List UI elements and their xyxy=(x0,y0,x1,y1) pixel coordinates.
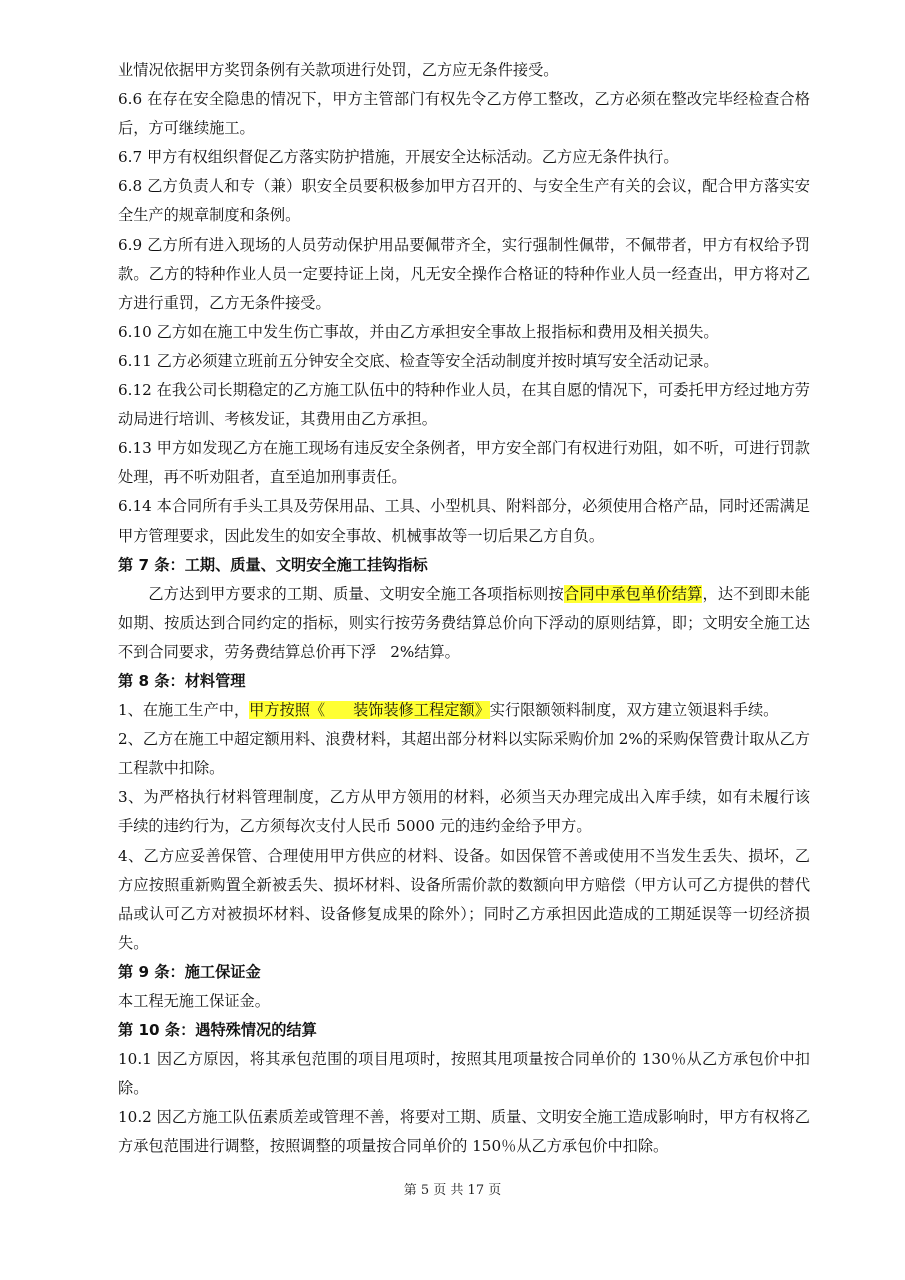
article-9-text: 本工程无施工保证金。 xyxy=(118,992,270,1010)
article-8-item-4: 4、乙方应妥善保管、合理使用甲方供应的材料、设备。如因保管不善或使用不当发生丢失、损坏，乙方应按照重新购置全新被丢失、损坏材料、设备所需价款的数额向甲方赔偿（甲方认可乙方提供的替代品或认可乙方对被损坏材料、设备修复成果的除外）；同时乙方承担因此造成的工期延误等一切经济损失。 xyxy=(118,846,810,952)
article-7-text-part-a: 乙方达到甲方要求的工期、质量、文明安全施工各项指标则按 xyxy=(148,584,564,603)
page-number-footer: 第 5 页 共 17 页 xyxy=(403,1183,502,1198)
clause-6-9: 6.9 乙方所有进入现场的人员劳动保护用品要佩带齐全，实行强制性佩带，不佩带者，甲方有权给予罚款。乙方的特种作业人员一定要持证上岗，凡无安全操作合格证的特种作业人员一经查出，甲方将对乙方进行重罚，乙方无条件接受。 xyxy=(118,235,810,312)
article-10-heading: 第 10 条：遇特殊情况的结算 xyxy=(118,1021,317,1040)
clause-6-12: 6.12 在我公司长期稳定的乙方施工队伍中的特种作业人员，在其自愿的情况下，可委托甲方经过地方劳动局进行培训、考核发证，其费用由乙方承担。 xyxy=(118,381,810,429)
article-8-item-2: 2、乙方在施工中超定额用料、浪费材料，其超出部分材料以实际采购价加 2%的采购保管费计取从乙方工程款中扣除。 xyxy=(118,730,810,778)
clause-6-10: 6.10 乙方如在施工中发生伤亡事故，并由乙方承担安全事故上报指标和费用及相关损失。 xyxy=(118,322,719,341)
article-9-heading: 第 9 条：施工保证金 xyxy=(118,962,261,981)
clause-6-8: 6.8 乙方负责人和专（兼）职安全员要积极参加甲方召开的、与安全生产有关的会议，配合甲方落实安全生产的规章制度和条例。 xyxy=(118,177,810,225)
article-8-item-1 xyxy=(118,696,810,725)
clause-10-2: 10.2 因乙方施工队伍素质差或管理不善，将要对工期、质量、文明安全施工造成影响时，甲方有权将乙方承包范围进行调整，按照调整的项量按合同单价的 150％从乙方承包价中扣除。 xyxy=(118,1108,810,1156)
clause-10-1: 10.1 因乙方原因，将其承包范围的项目甩项时，按照其甩项量按合同单价的 130％从乙方承包价中扣除。 xyxy=(118,1050,810,1098)
clause-6-6: 6.6 在存在安全隐患的情况下，甲方主管部门有权先令乙方停工整改，乙方必须在整改完毕经检查合格后，方可继续施工。 xyxy=(118,90,810,138)
article-8-item-3: 3、为严格执行材料管理制度，乙方从甲方领用的材料，必须当天办理完成出入库手续，如有未履行该手续的违约行为，乙方须每次支付人民币 5000 元的违约金给予甲方。 xyxy=(118,788,810,836)
article-7-text xyxy=(118,580,810,667)
highlight-quota-standard-b: 装饰装修工程定额》 xyxy=(353,701,490,720)
article-7-text-part-c: 2%结算。 xyxy=(390,642,460,661)
highlight-quota-standard xyxy=(249,701,490,719)
clause-6-14: 6.14 本合同所有手头工具及劳保用品、工具、小型机具、附料部分，必须使用合格产品，同时还需满足甲方管理要求，因此发生的如安全事故、机械事故等一切后果乙方自负。 xyxy=(118,497,810,545)
clause-6-11: 6.11 乙方必须建立班前五分钟安全交底、检查等安全活动制度并按时填写安全活动记录。 xyxy=(118,351,719,370)
document-body xyxy=(118,56,810,1162)
article-7-heading: 第 7 条：工期、质量、文明安全施工挂钩指标 xyxy=(118,555,428,574)
article-8-item-1-part-b: 实行限额领料制度，双方建立领退料手续。 xyxy=(489,701,779,720)
article-8-heading: 第 8 条：材料管理 xyxy=(118,671,246,690)
highlight-unit-price-settlement: 合同中承包单价结算 xyxy=(563,584,703,603)
highlight-quota-standard-a: 甲方按照《 xyxy=(249,701,326,720)
clause-6-13: 6.13 甲方如发现乙方在施工现场有违反安全条例者，甲方安全部门有权进行劝阻，如不听，可进行罚款处理，再不听劝阻者，直至追加刑事责任。 xyxy=(118,439,810,487)
clause-6-5-continuation: 业情况依据甲方奖罚条例有关款项进行处罚，乙方应无条件接受。 xyxy=(118,61,559,79)
article-7-text-part-b: ，达不到即未能如期、按质达到合同约定的指标，则实行按劳务费结算总价向下浮动的原则结算，即；文明安全施工达不到合同要求，劳务费结算总价再下浮 xyxy=(118,584,811,661)
clause-6-7: 6.7 甲方有权组织督促乙方落实防护措施，开展安全达标活动。乙方应无条件执行。 xyxy=(118,148,679,167)
article-8-item-1-part-a: 1、在施工生产中， xyxy=(118,701,250,720)
